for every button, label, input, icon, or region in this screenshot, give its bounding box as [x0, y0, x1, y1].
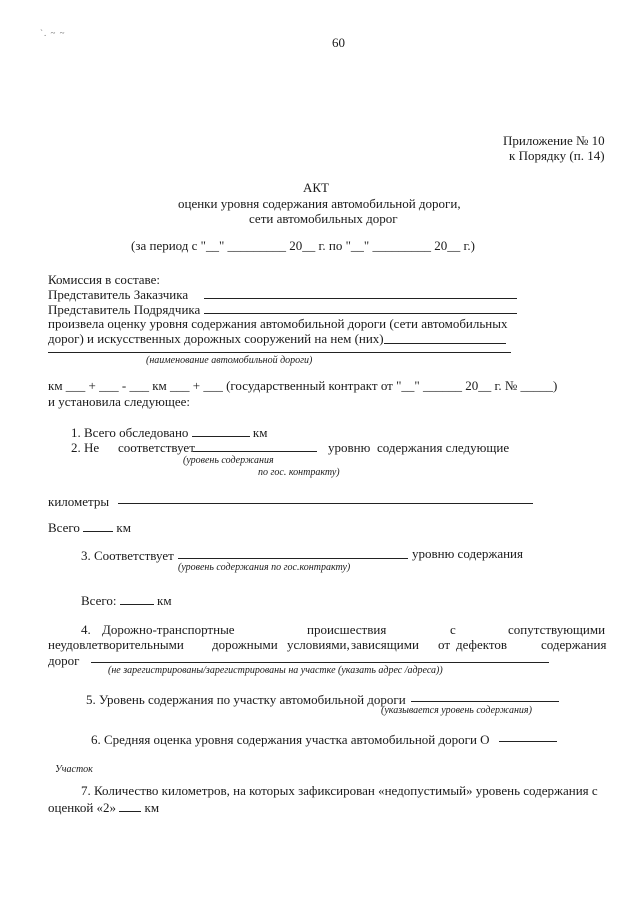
item-1-unit: км — [252, 425, 268, 440]
item-4-l2-w3: условиями, — [287, 637, 350, 652]
item-2-caption-1: (уровень содержания — [183, 455, 274, 466]
appendix-line-2: к Порядку (п. 14) — [509, 148, 605, 163]
road-name-caption: (наименование автомобильной дороги) — [146, 355, 313, 366]
commission-intro: Комиссия в составе: — [48, 272, 160, 287]
structures-field-line — [384, 343, 506, 344]
item-2-w3: уровню — [328, 440, 371, 455]
item-7-label: оценкой «2» — [48, 800, 117, 815]
page-number: 60 — [332, 35, 345, 50]
item-3-total-unit: км — [157, 593, 172, 608]
item-3-total — [81, 593, 172, 609]
item-3-total-field — [120, 594, 154, 605]
section-label: Участок — [55, 764, 93, 775]
appendix-line-1: Приложение № 10 — [503, 133, 605, 148]
total-label: Всего — [48, 520, 80, 535]
item-1-label: 1. Всего обследовано — [71, 425, 189, 440]
item-4-l2-w6: дефектов — [456, 637, 508, 652]
item-5-caption: (указывается уровень содержания) — [381, 705, 532, 716]
total-unit: км — [116, 520, 131, 535]
contractor-field-line — [204, 313, 517, 314]
road-name-line — [48, 352, 511, 353]
item-7-line-1: 7. Количество километров, на которых зафиксирован «недопустимый» уровень содержания с — [81, 783, 598, 798]
item-4-field-line — [91, 662, 549, 663]
item-7-field — [119, 801, 141, 812]
item-7-line-2 — [48, 800, 159, 816]
kilometers-label: километры — [48, 494, 110, 509]
item-4-w4: с — [450, 622, 456, 637]
item-7-unit: км — [144, 800, 160, 815]
item-3-caption: (уровень содержания по гос.контракту) — [178, 562, 351, 573]
item-3-total-label: Всего: — [81, 593, 117, 608]
document-title: АКТ — [303, 180, 329, 195]
item-4-line-3: дорог — [48, 653, 80, 668]
item-4-l2-w1: неудовлетворительными — [48, 637, 184, 652]
item-2-w4: содержания следующие — [377, 440, 510, 455]
item-1 — [71, 425, 267, 441]
item-3-tail: уровню содержания — [412, 546, 523, 561]
total-field — [83, 521, 113, 532]
scan-artifact: `. ~ ~ — [40, 28, 66, 38]
customer-representative: Представитель Заказчика — [48, 287, 189, 302]
assessment-line-1: произвела оценку уровня содержания автомобильной дороги (сети автомобильных — [48, 316, 508, 331]
item-4-l2-w2: дорожными — [212, 637, 278, 652]
item-3-label: 3. Соответствует — [81, 548, 174, 563]
customer-field-line — [204, 298, 517, 299]
item-2-caption-2: по гос. контракту) — [258, 467, 340, 478]
item-6-field-line — [499, 741, 557, 742]
item-4-w3: происшествия — [307, 622, 387, 637]
item-4-l2-w5: от — [438, 637, 451, 652]
item-4-w2: Дорожно-транспортные — [102, 622, 235, 637]
established-line: и установила следующее: — [48, 394, 190, 409]
item-2-w2: соответствует — [118, 440, 195, 455]
item-4-w5: сопутствующими — [508, 622, 606, 637]
item-4-l2-w7: содержания — [541, 637, 607, 652]
item-4-w1: 4. — [81, 622, 91, 637]
kilometers-field-line — [118, 503, 533, 504]
contractor-representative: Представитель Подрядчика — [48, 302, 201, 317]
reporting-period: (за период с "__" _________ 20__ г. по "__" _________ 20__ г.) — [131, 238, 475, 253]
item-5-label: 5. Уровень содержания по участку автомобильной дороги — [86, 692, 406, 707]
total-line — [48, 520, 131, 536]
km-range-line: км ___ + ___ - ___ км ___ + ___ (государственный контракт от "__" ______ 20__ г. № _____) — [48, 378, 558, 393]
item-1-field — [192, 426, 250, 437]
item-2-w1: 2. Не — [71, 440, 100, 455]
item-3-field-line — [178, 558, 408, 559]
item-2-field-line — [193, 451, 317, 452]
title-subline-1: оценки уровня содержания автомобильной дороги, — [178, 196, 461, 211]
assessment-line-2: дорог) и искусственных дорожных сооружений на нем (них) — [48, 331, 384, 346]
title-subline-2: сети автомобильных дорог — [249, 211, 398, 226]
item-5-field-line — [411, 701, 559, 702]
item-6-label: 6. Средняя оценка уровня содержания участка автомобильной дороги О — [91, 732, 490, 747]
item-4-l2-w4: зависящими — [351, 637, 419, 652]
item-4-caption: (не зарегистрированы/зарегистрированы на участке (указать адрес /адреса)) — [108, 665, 443, 676]
